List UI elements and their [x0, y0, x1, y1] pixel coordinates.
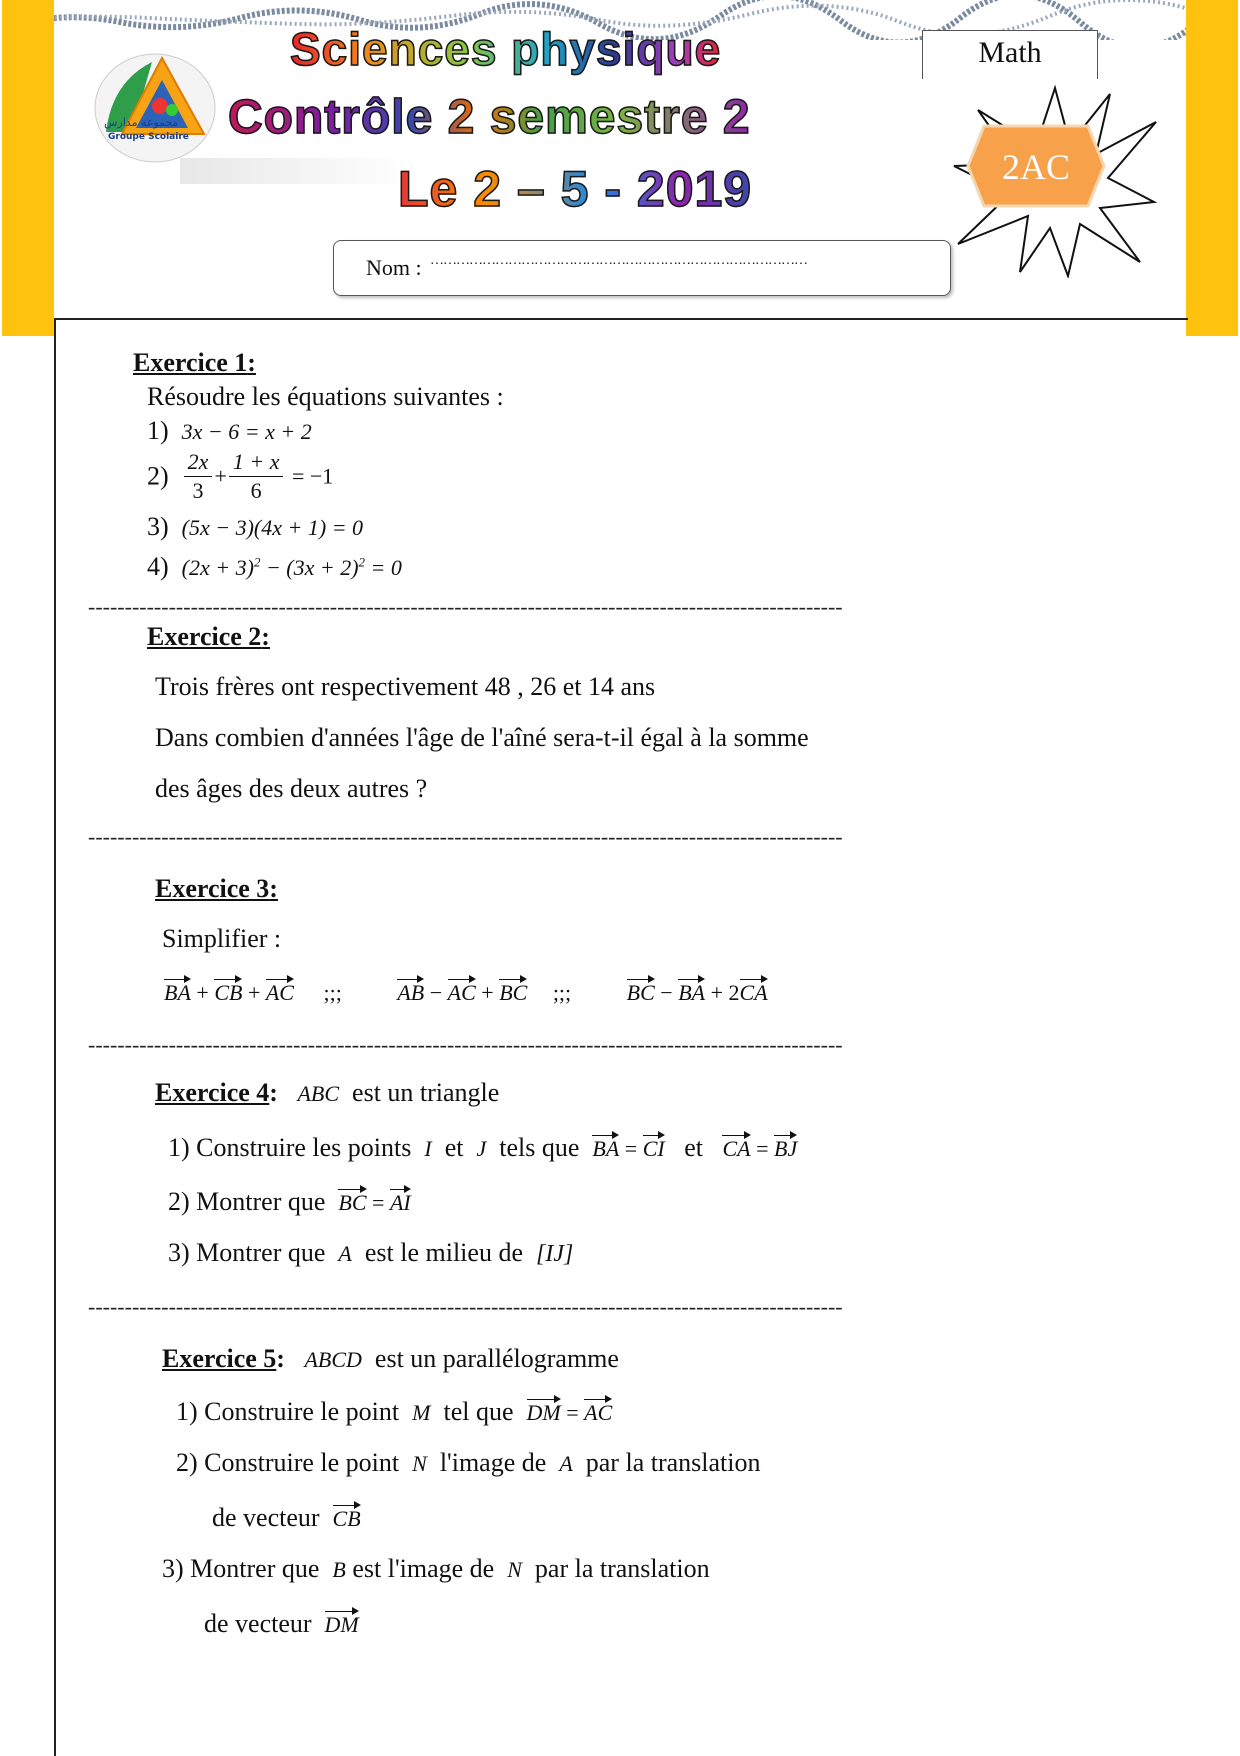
exercise3-expr2-op2: +: [481, 980, 494, 1005]
exercise5-q2-par: par la translation: [585, 1448, 761, 1477]
exercise4-q2: [168, 1186, 411, 1217]
exercise2-title: Exercice 2:: [147, 622, 270, 651]
exercise4-q1-et2: et: [684, 1133, 703, 1162]
exercise3-expr3-v1: BC: [627, 976, 655, 1006]
logo-text-arabic: مجموعة مدارس: [104, 116, 179, 129]
exercise3-expr2-v1: AB: [397, 976, 424, 1006]
exercise3-instruction: Simplifier :: [162, 924, 282, 953]
exercise5-q2-text: 2) Construire le point: [176, 1448, 400, 1477]
exercise1-item1-equation: 3x − 6 = x + 2: [181, 419, 312, 444]
exercise4-q2-eq: =: [372, 1190, 385, 1215]
exercise4-q1-v4: BJ: [774, 1132, 797, 1162]
exercise5-q3-point2: N: [507, 1557, 522, 1582]
exercise4-q3-segment: [IJ]: [535, 1241, 574, 1267]
exercise5-q1-v1: DM: [527, 1396, 561, 1426]
exercise3-sep-2: ;;;: [552, 980, 572, 1005]
exercise3-expressions: [164, 976, 768, 1006]
exercise3-expr1-v2: CB: [214, 976, 242, 1006]
exercise1-item4-sup-a: 2: [253, 554, 261, 570]
exercise5-q1-text: 1) Construire le point: [176, 1397, 400, 1426]
exercise3-expr3-op2: + 2: [710, 980, 740, 1005]
exercise4-q1-p2: J: [476, 1136, 487, 1161]
exercise1-item2-frac2-num: 1 + x: [229, 448, 284, 477]
exercise3-expr1-v3: AC: [266, 976, 294, 1006]
title-subject: Sciences physique: [290, 23, 722, 75]
exercise5-q2-line2: [212, 1502, 361, 1533]
title-shadow: [180, 158, 410, 184]
exercise4-q1-p1: I: [424, 1136, 432, 1161]
exercise4-q2-v1: BC: [338, 1186, 366, 1216]
right-yellow-bar: [1186, 0, 1238, 336]
separator-2: -------------------------------------------------------------------------------------------------------: [88, 824, 843, 849]
exercise1-item3-equation: (5x − 3)(4x + 1) = 0: [181, 515, 364, 540]
exercise1-item2-frac1-den: 3: [192, 478, 204, 503]
exercise5-intro: est un parallélogramme: [374, 1344, 619, 1373]
separator-1: -------------------------------------------------------------------------------------------------------: [88, 594, 843, 619]
exercise1-item4: [147, 552, 402, 582]
exercise3-expr2-v2: AC: [448, 976, 476, 1006]
title-exam: Contrôle 2 semestre 2: [228, 91, 751, 144]
exercise1-instruction: Résoudre les équations suivantes :: [147, 382, 504, 411]
exercise5-q1: [176, 1396, 612, 1427]
exercise4-q1-et: et: [444, 1133, 464, 1162]
exercise5-q2: [176, 1448, 760, 1478]
exercise1-item2-number: 2): [147, 461, 169, 491]
exercise4-q1-eq2: =: [756, 1136, 769, 1161]
exercise5-q3-line2-text: de vecteur: [204, 1609, 312, 1638]
exercise4-q1-tels: tels que: [499, 1133, 580, 1162]
exercise5-q1-point: M: [412, 1400, 431, 1425]
school-logo: [92, 52, 218, 164]
exercise4-q2-text: 2) Montrer que: [168, 1187, 326, 1216]
exercise4-q3-point: A: [338, 1241, 352, 1266]
exercise3-expr1-v1: BA: [164, 976, 191, 1006]
exercise1-item4-end: = 0: [365, 555, 402, 580]
exercise5-q3-point: B: [332, 1557, 346, 1582]
exercise2-line3: des âges des deux autres ?: [155, 774, 428, 803]
name-dots: ……………………………………………………………………………: [430, 253, 807, 268]
logo-text-french: Groupe Scolaire: [108, 132, 189, 142]
exercise5-q3-vector: DM: [325, 1608, 359, 1638]
exercise3-sep-1: ;;;: [323, 980, 342, 1005]
separator-4: -------------------------------------------------------------------------------------------------------: [88, 1294, 843, 1319]
exercise3-expr2-op1: −: [429, 980, 443, 1005]
exercise1-item1: [147, 416, 312, 446]
exercise5-q2-point: N: [412, 1451, 427, 1476]
exercise3-expr3-v2: BA: [678, 976, 705, 1006]
exercise1-item4-part-a: (2x + 3): [181, 555, 254, 580]
exercise1-item2-frac1-num: 2x: [184, 448, 213, 477]
exercise1-title-text: Exercice 1: [133, 348, 248, 377]
exercise1-item3-number: 3): [147, 512, 169, 541]
exercise1-item1-number: 1): [147, 416, 169, 445]
level-badge: 2AC: [1001, 147, 1070, 187]
exercise5-q1-eq: =: [566, 1400, 579, 1425]
title-date: Le 2 – 5 - 2019: [398, 161, 753, 217]
exercise5-q2-point2: A: [559, 1451, 573, 1476]
exercise5-q3-img: est l'image de: [352, 1554, 495, 1583]
exercise5-q3-text: 3) Montrer que: [162, 1554, 320, 1583]
exercise5-q3-par: par la translation: [534, 1554, 710, 1583]
exercise4-q1-text: 1) Construire les points: [168, 1133, 412, 1162]
exercise5-q3-line2: [204, 1608, 359, 1639]
exercise3-expr1-op2: +: [247, 980, 261, 1005]
name-label: Nom :: [366, 255, 422, 280]
exercise3-title-text: Exercice 3: [155, 874, 270, 903]
exercise5-q2-vector: CB: [333, 1502, 361, 1532]
left-yellow-bar: [2, 0, 54, 336]
exercise4-intro-math: ABC: [297, 1081, 340, 1106]
exercise4-q3-rest: est le milieu de: [364, 1238, 523, 1267]
name-field[interactable]: [333, 240, 951, 296]
exercise4-q1-v3: CA: [722, 1132, 750, 1162]
exercise3-expr1-op1: +: [196, 980, 209, 1005]
separator-3: -------------------------------------------------------------------------------------------------------: [88, 1032, 843, 1057]
subject-box: Math: [922, 30, 1098, 79]
exercise5-title: Exercice 5: [162, 1344, 277, 1373]
exercise4-q1: [168, 1132, 797, 1163]
exercise2-line1: Trois frères ont respectivement 48 , 26 et 14 ans: [155, 672, 656, 701]
exercise3-expr3-v3: CA: [740, 976, 768, 1006]
exercise1-item3: [147, 512, 363, 542]
exercise4-q2-v2: AI: [390, 1186, 411, 1216]
exercise5-q2-img: l'image de: [439, 1448, 547, 1477]
exercise4-title: Exercice 4: [155, 1078, 270, 1107]
exercise3-expr2-v3: BC: [499, 976, 527, 1006]
exercise1-item4-mid: − (3x + 2): [260, 555, 359, 580]
exercise4-q1-v2: CI: [643, 1132, 665, 1162]
exercise5-q1-tel: tel que: [443, 1397, 514, 1426]
exercise2-title-text: Exercice 2: [147, 622, 262, 651]
exercise4-intro: est un triangle: [352, 1078, 500, 1107]
exercise1-item4-sup-b: 2: [358, 554, 366, 570]
exercise2-line2: Dans combien d'années l'âge de l'aîné sera-t-il égal à la somme: [155, 723, 809, 752]
exercise3-title: Exercice 3:: [155, 874, 278, 903]
exercise1-item2-op: +: [214, 463, 227, 489]
exercise1-item2-frac2-den: 6: [250, 478, 262, 503]
exercise5-q3: [162, 1554, 710, 1584]
exercise5-heading: Exercice 5: ABCD est un parallélogramme: [162, 1344, 619, 1373]
exercise5-q1-v2: AC: [584, 1396, 612, 1426]
exercise4-q1-eq1: =: [624, 1136, 638, 1161]
exercise1-item2: [147, 448, 333, 505]
exercise4-q1-v1: BA: [592, 1132, 619, 1162]
exercise4-heading: Exercice 4: ABC est un triangle: [155, 1078, 500, 1107]
exercise1-item2-rhs: = −1: [291, 463, 334, 489]
exercise1-item4-number: 4): [147, 552, 169, 581]
exercise3-expr3-op1: −: [660, 980, 673, 1005]
exercise4-q3: [168, 1238, 573, 1268]
exercise5-intro-math: ABCD: [304, 1347, 362, 1372]
exercise1-title: Exercice 1:: [133, 348, 256, 377]
exercise4-q3-text: 3) Montrer que: [168, 1238, 326, 1267]
exercise5-q2-line2-text: de vecteur: [212, 1503, 320, 1532]
